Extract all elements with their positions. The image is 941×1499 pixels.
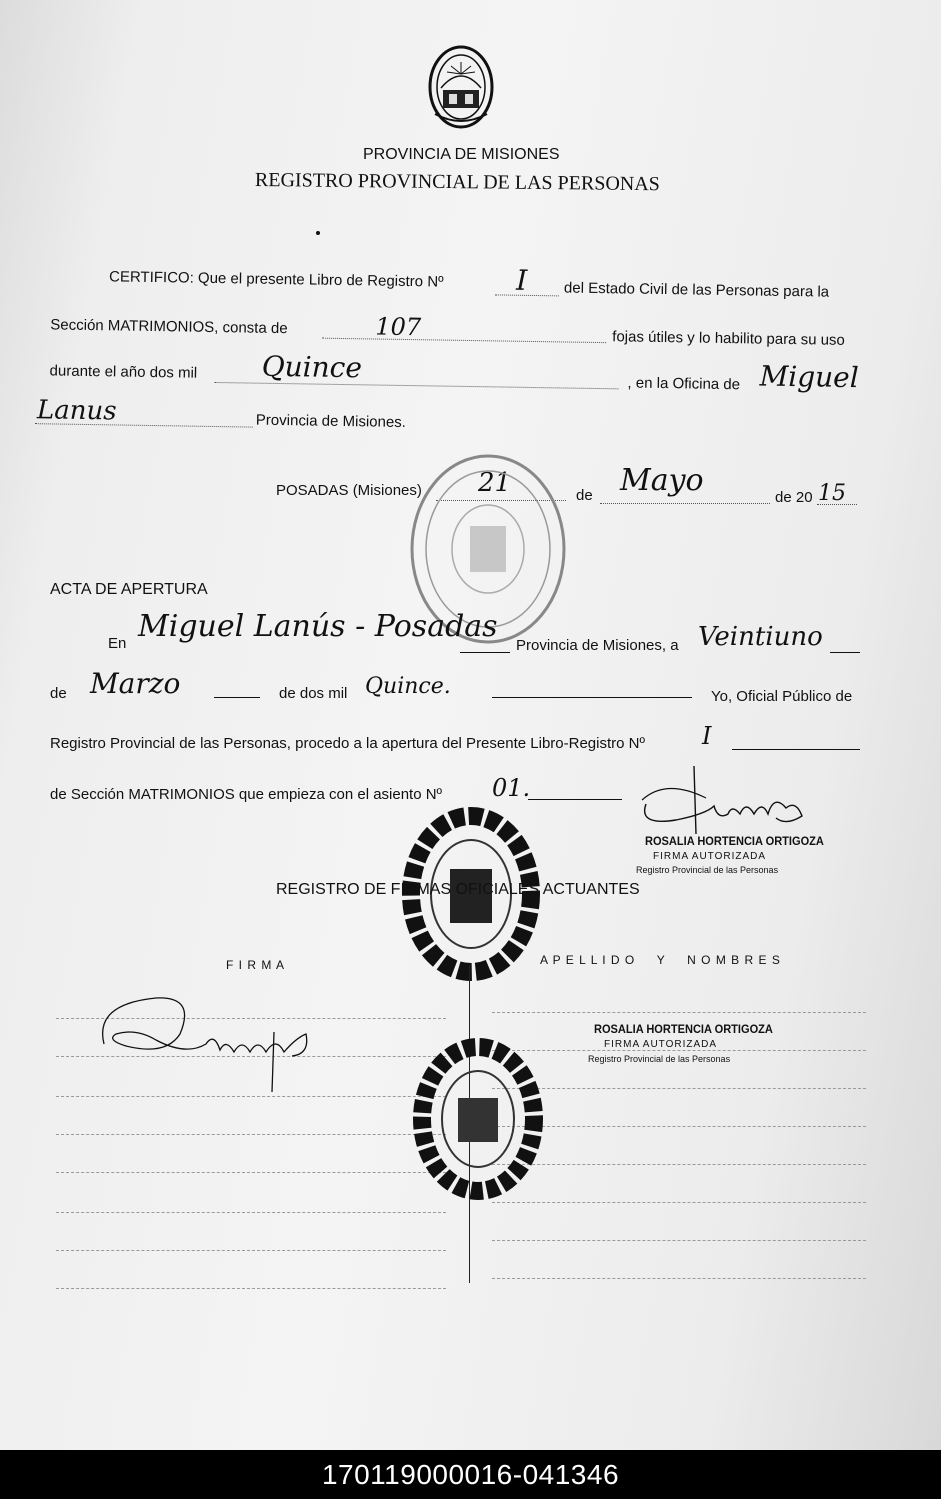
authority-office-1: Registro Provincial de las Personas: [636, 865, 779, 875]
certificate-block: [0, 0, 941, 467]
col-nombres: A P E L L I D O Y N O M B R E S: [540, 953, 781, 967]
acta-line3: Registro Provincial de las Personas, procedo a la apertura del Presente Libro-Registro Nº: [50, 735, 645, 752]
registry-dark-seal-2: [410, 1034, 546, 1204]
register-line: [56, 1212, 446, 1213]
acta-title: ACTA DE APERTURA: [50, 581, 208, 598]
acta-provincia: Provincia de Misiones, a: [516, 637, 679, 654]
acta-libro: I: [702, 722, 712, 750]
day-number: 21: [478, 468, 512, 498]
acta-day-written: Veintiuno: [698, 622, 823, 652]
register-line: [56, 1134, 446, 1135]
blank-line: [817, 504, 857, 505]
cert-line4-suffix: Provincia de Misiones.: [255, 411, 407, 432]
blank-line: [600, 503, 770, 504]
cert-line1-prefix: CERTIFICO: Que el presente Libro de Registro Nº: [108, 268, 444, 291]
authority-role-1: FIRMA AUTORIZADA: [653, 851, 767, 862]
fojas-count: 107: [375, 312, 422, 342]
cert-line3-prefix: durante el año dos mil: [49, 362, 198, 382]
document-code-bar: [0, 1450, 941, 1499]
posadas-label: POSADAS (Misiones): [276, 482, 422, 499]
libro-number: I: [515, 263, 528, 297]
blank-line: [322, 338, 606, 343]
acta-asiento: 01.: [492, 774, 531, 802]
month-written: Mayo: [620, 463, 704, 498]
acta-place: Miguel Lanús - Posadas: [138, 609, 498, 644]
cert-line2-suffix: fojas útiles y lo habilito para su uso: [612, 328, 845, 349]
year-suffix: 15: [818, 481, 846, 506]
acta-de: de: [50, 685, 67, 702]
acta-dos-mil: de dos mil: [279, 685, 348, 702]
blank-line: [460, 652, 510, 653]
authority-role-2: FIRMA AUTORIZADA: [604, 1039, 718, 1050]
acta-line4: de Sección MATRIMONIOS que empieza con el asiento Nº: [50, 786, 443, 803]
acta-oficial: Yo, Oficial Público de: [711, 688, 853, 705]
blank-line: [528, 799, 622, 800]
official-signature-2: [96, 994, 316, 1094]
document-code: 170119000016-041346: [321, 1459, 620, 1490]
register-line: [492, 1202, 866, 1203]
register-line: [492, 1164, 866, 1165]
blank-line: [830, 652, 860, 653]
blank-line: [732, 749, 860, 750]
register-line: [492, 1278, 866, 1279]
cert-line1-suffix: del Estado Civil de las Personas para la: [563, 279, 830, 301]
register-line: [492, 1126, 866, 1127]
official-signature-1: [636, 764, 806, 836]
de-label: de: [576, 487, 593, 504]
register-line: [492, 1050, 866, 1051]
blank-line: [492, 697, 692, 698]
authority-name-2: ROSALIA HORTENCIA ORTIGOZA: [594, 1022, 773, 1036]
acta-year: Quince.: [365, 674, 451, 699]
province-title: PROVINCIA DE MISIONES: [363, 146, 560, 163]
acta-month: Marzo: [90, 667, 181, 700]
office-name-2: Lanus: [36, 395, 117, 427]
year-written: Quince: [261, 349, 363, 385]
cert-line3-suffix: , en la Oficina de: [627, 374, 741, 394]
register-line: [56, 1288, 446, 1289]
acta-en: En: [108, 635, 127, 652]
signatures-title: REGISTRO DE FIRMAS OFICIALES ACTUANTES: [276, 881, 640, 898]
cert-line2-prefix: Sección MATRIMONIOS, consta de: [50, 316, 288, 338]
authority-office-2: Registro Provincial de las Personas: [588, 1054, 731, 1064]
year-prefix: de 20: [775, 489, 813, 506]
register-line: [56, 1250, 446, 1251]
register-line: [56, 1096, 446, 1097]
register-line: [492, 1088, 866, 1089]
col-firma: F I R M A: [226, 958, 286, 972]
register-line: [492, 1240, 866, 1241]
register-line: [492, 1012, 866, 1013]
authority-name-1: ROSALIA HORTENCIA ORTIGOZA: [645, 834, 824, 848]
register-line: [56, 1172, 446, 1173]
blank-line: [214, 697, 260, 698]
office-name-1: Miguel: [759, 359, 859, 395]
blank-line: [214, 382, 618, 389]
registry-title: REGISTRO PROVINCIAL DE LAS PERSONAS: [254, 169, 660, 196]
